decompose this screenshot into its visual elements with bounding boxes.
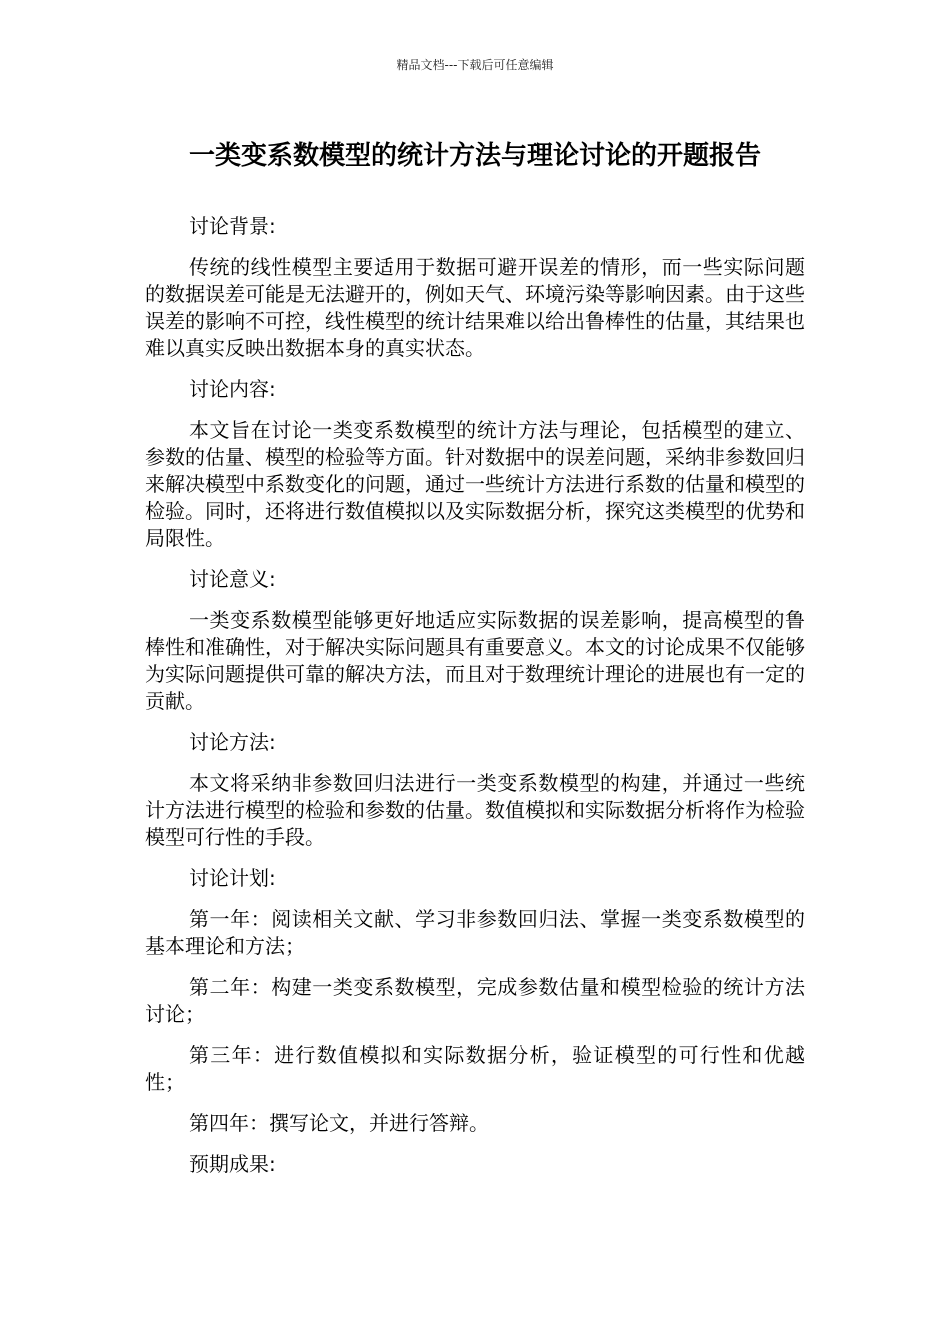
- paragraph-significance: 一类变系数模型能够更好地适应实际数据的误差影响，提高模型的鲁棒性和准确性，对于解决实际问题具有重要意义。本文的讨论成果不仅能够为实际问题提供可靠的解决方法，而且对于数理统计理论的进展也有一定的贡献。: [145, 608, 805, 713]
- paragraph-content: 本文旨在讨论一类变系数模型的统计方法与理论，包括模型的建立、参数的估量、模型的检验等方面。针对数据中的误差问题，采纳非参数回归来解决模型中系数变化的问题，通过一些统计方法进行系数的估量和模型的检验。同时，还将进行数值模拟以及实际数据分析，探究这类模型的优势和局限性。: [145, 418, 805, 550]
- paragraph-background: 传统的线性模型主要适用于数据可避开误差的情形，而一些实际问题的数据误差可能是无法避开的，例如天气、环境污染等影响因素。由于这些误差的影响不可控，线性模型的统计结果难以给出鲁棒性的估量，其结果也难以真实反映出数据本身的真实状态。: [145, 255, 805, 360]
- section-heading-background: 讨论背景:: [189, 214, 276, 238]
- plan-year-2: 第二年：构建一类变系数模型，完成参数估量和模型检验的统计方法讨论；: [145, 975, 805, 1026]
- section-heading-method: 讨论方法:: [189, 730, 276, 754]
- plan-year-3: 第三年：进行数值模拟和实际数据分析，验证模型的可行性和优越性；: [145, 1043, 805, 1094]
- paragraph-method: 本文将采纳非参数回归法进行一类变系数模型的构建，并通过一些统计方法进行模型的检验和参数的估量。数值模拟和实际数据分析将作为检验模型可行性的手段。: [145, 771, 805, 849]
- section-heading-expected-results: 预期成果:: [189, 1152, 276, 1176]
- section-heading-plan: 讨论计划:: [189, 866, 276, 890]
- page-header: 精品文档---下载后可任意编辑: [396, 58, 554, 72]
- plan-year-1: 第一年：阅读相关文献、学习非参数回归法、掌握一类变系数模型的基本理论和方法；: [145, 907, 805, 958]
- plan-year-4: 第四年：撰写论文，并进行答辩。: [189, 1111, 489, 1135]
- document-title: 一类变系数模型的统计方法与理论讨论的开题报告: [188, 141, 761, 171]
- section-heading-content: 讨论内容:: [189, 377, 276, 401]
- section-heading-significance: 讨论意义:: [189, 567, 276, 591]
- document-body: [145, 213, 805, 1192]
